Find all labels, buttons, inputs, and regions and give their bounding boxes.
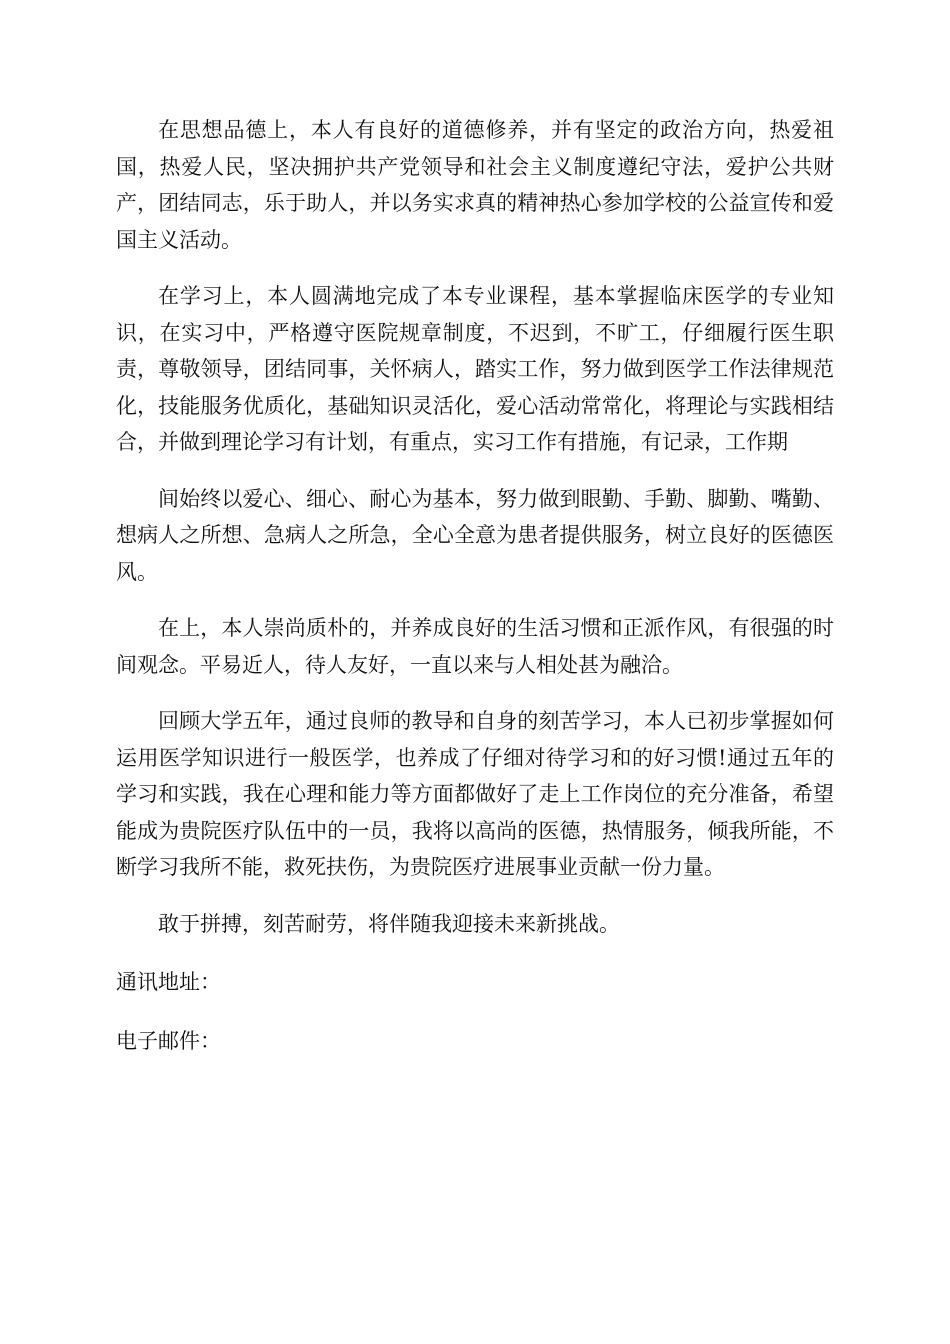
- paragraph-attitude: 间始终以爱心、细心、耐心为基本，努力做到眼勤、手勤、脚勤、嘴勤、想病人之所想、急病人之所急，全心全意为患者提供服务，树立良好的医德医风。: [116, 486, 834, 584]
- paragraph-study: 在学习上，本人圆满地完成了本专业课程，基本掌握临床医学的专业知识，在实习中，严格遵守医院规章制度，不迟到，不旷工，仔细履行医生职责，尊敬领导，团结同事，关怀病人，踏实工作，努力做到医学工作法律规范化，技能服务优质化，基础知识灵活化，爱心活动常常化，将理论与实践相结合，并做到理论学习有计划，有重点，实习工作有措施，有记录，工作期: [116, 284, 834, 454]
- address-label: 通讯地址：: [116, 970, 221, 994]
- paragraph-review: 回顾大学五年，通过良师的教导和自身的刻苦学习，本人已初步掌握如何运用医学知识进行一般医学，也养成了仔细对待学习和的好习惯!通过五年的学习和实践，我在心理和能力等方面都做好了走上工作岗位的充分准备，希望能成为贵院医疗队伍中的一员，我将以高尚的医德，热情服务，倾我所能，不断学习我所不能，救死扶伤，为贵院医疗进展事业贡献一份力量。: [116, 709, 834, 879]
- email-label: 电子邮件：: [116, 1028, 221, 1053]
- paragraph-ideology: 在思想品德上，本人有良好的道德修养，并有坚定的政治方向，热爱祖国，热爱人民，坚决拥护共产党领导和社会主义制度遵纪守法，爱护公共财产，团结同志，乐于助人，并以务实求真的精神热心参加学校的公益宣传和爱国主义活动。: [116, 118, 834, 252]
- paragraph-closing: 敢于拼搏，刻苦耐劳，将伴随我迎接未来新挑战。: [158, 911, 620, 936]
- document-page: [116, 112, 834, 1079]
- paragraph-life: 在上，本人崇尚质朴的，并养成良好的生活习惯和正派作风，有很强的时间观念。平易近人，待人友好，一直以来与人相处甚为融洽。: [116, 616, 834, 677]
